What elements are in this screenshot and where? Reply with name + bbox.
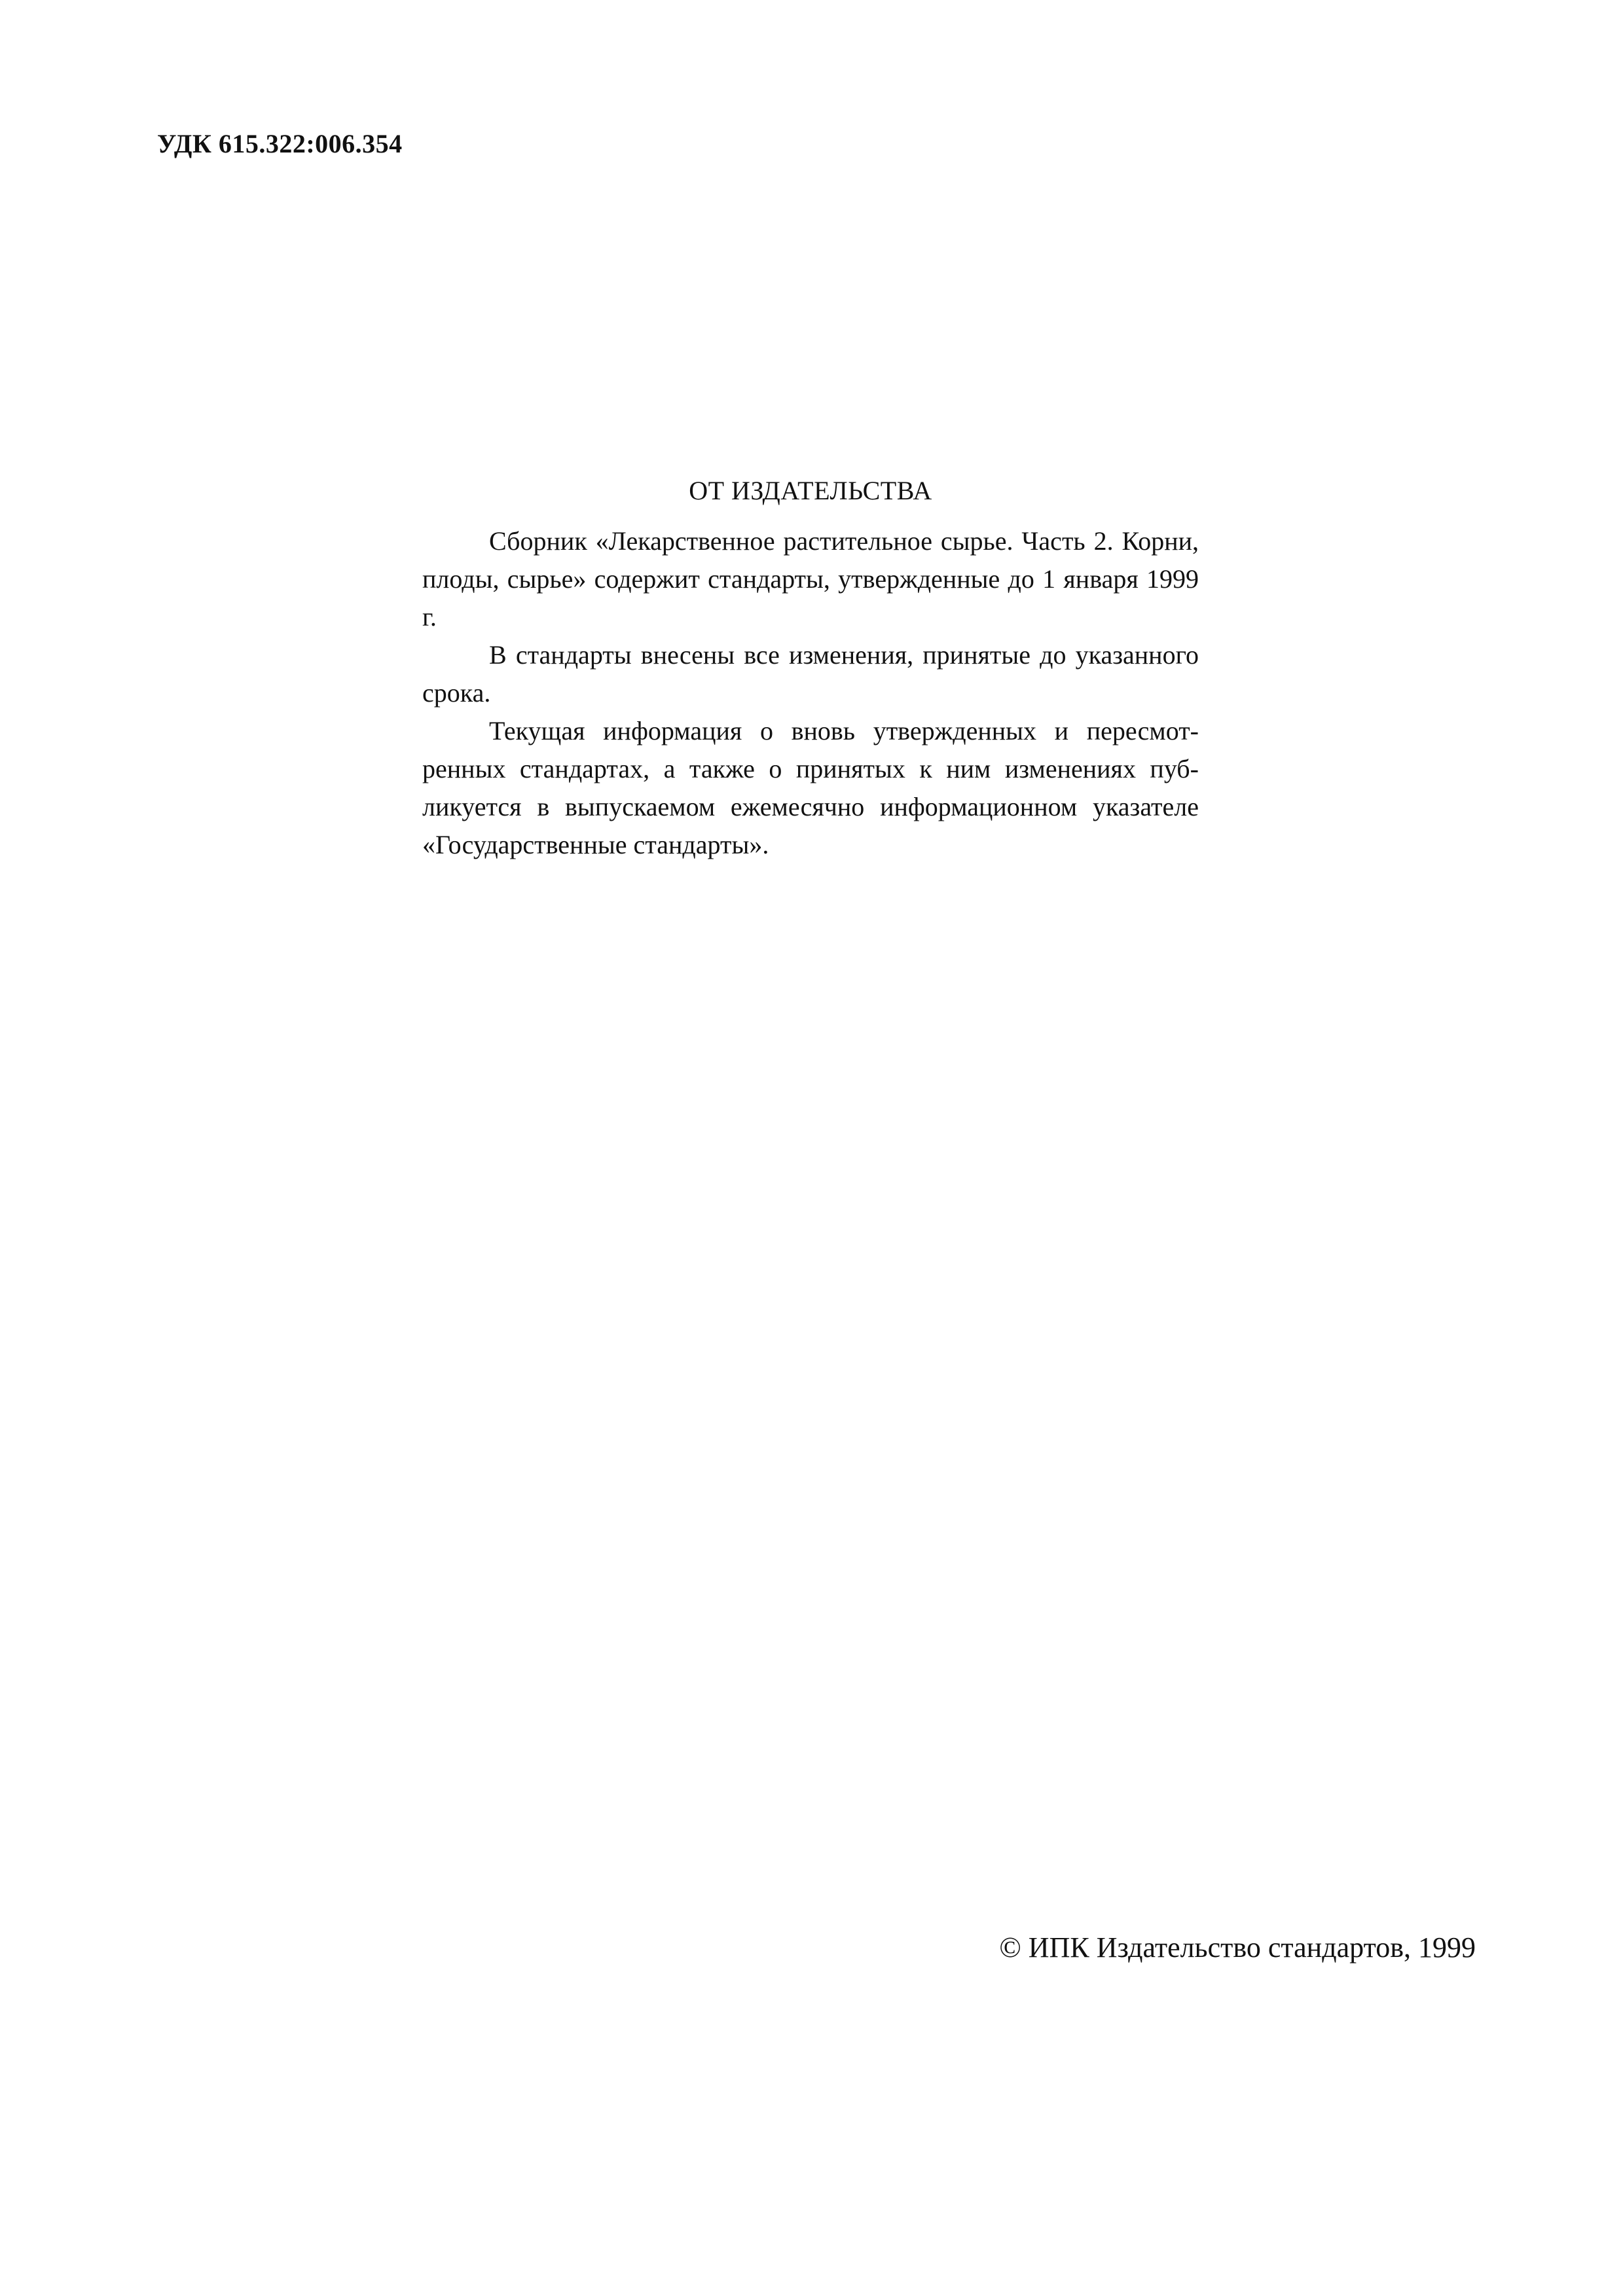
publisher-note-paragraph: В стандарты внесены все изменения, принятые до указанного срока.	[422, 640, 1199, 708]
copyright-notice: © ИПК Издательство стандартов, 1999	[999, 1931, 1476, 1964]
publisher-note-title: ОТ ИЗДАТЕЛЬСТВА	[689, 476, 932, 505]
publisher-note	[422, 471, 1199, 864]
publisher-note-paragraph: Текущая информация о вновь утвержденных и пересмотренных стандартах, а также о принятых к ним изменениях публикуется в выпускаемом ежемесячно информационном указателе «Государственные стандарты».	[422, 716, 1199, 859]
udc-code: УДК 615.322:006.354	[157, 129, 403, 158]
publisher-note-paragraph: Сборник «Лекарственное растительное сырье. Часть 2. Корни, плоды, сырье» содержит стандарты, утвержденные до 1 января 1999 г.	[422, 526, 1199, 632]
